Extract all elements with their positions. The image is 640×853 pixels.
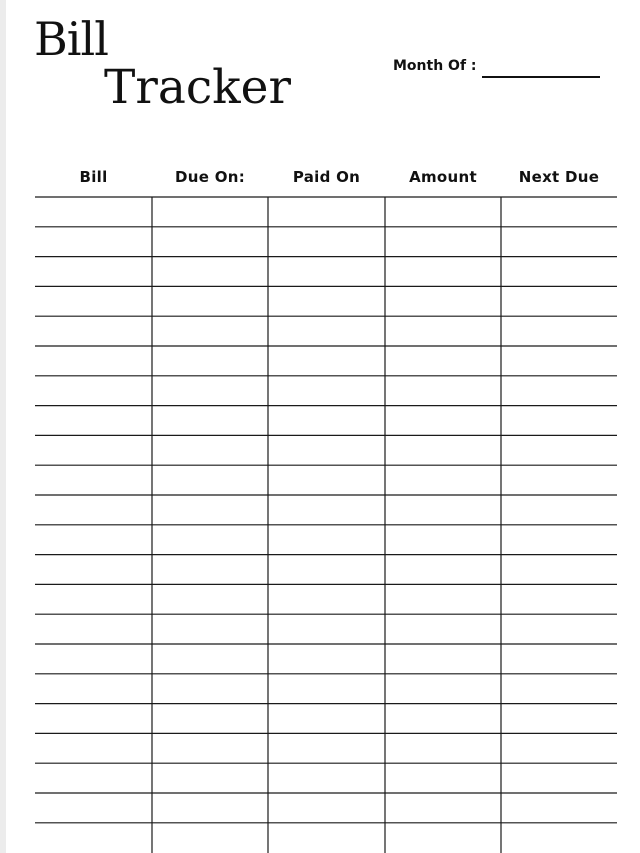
- page-title-line-2: Tracker: [104, 60, 291, 115]
- page-title-line-1: Bill: [34, 12, 108, 66]
- column-header-next-due: Next Due: [518, 168, 600, 186]
- column-header-due-on: Due On:: [174, 168, 246, 186]
- column-header-paid-on: Paid On: [292, 168, 361, 186]
- column-header-bill: Bill: [79, 168, 108, 186]
- column-header-amount: Amount: [409, 168, 477, 186]
- month-label: Month Of :: [393, 58, 477, 74]
